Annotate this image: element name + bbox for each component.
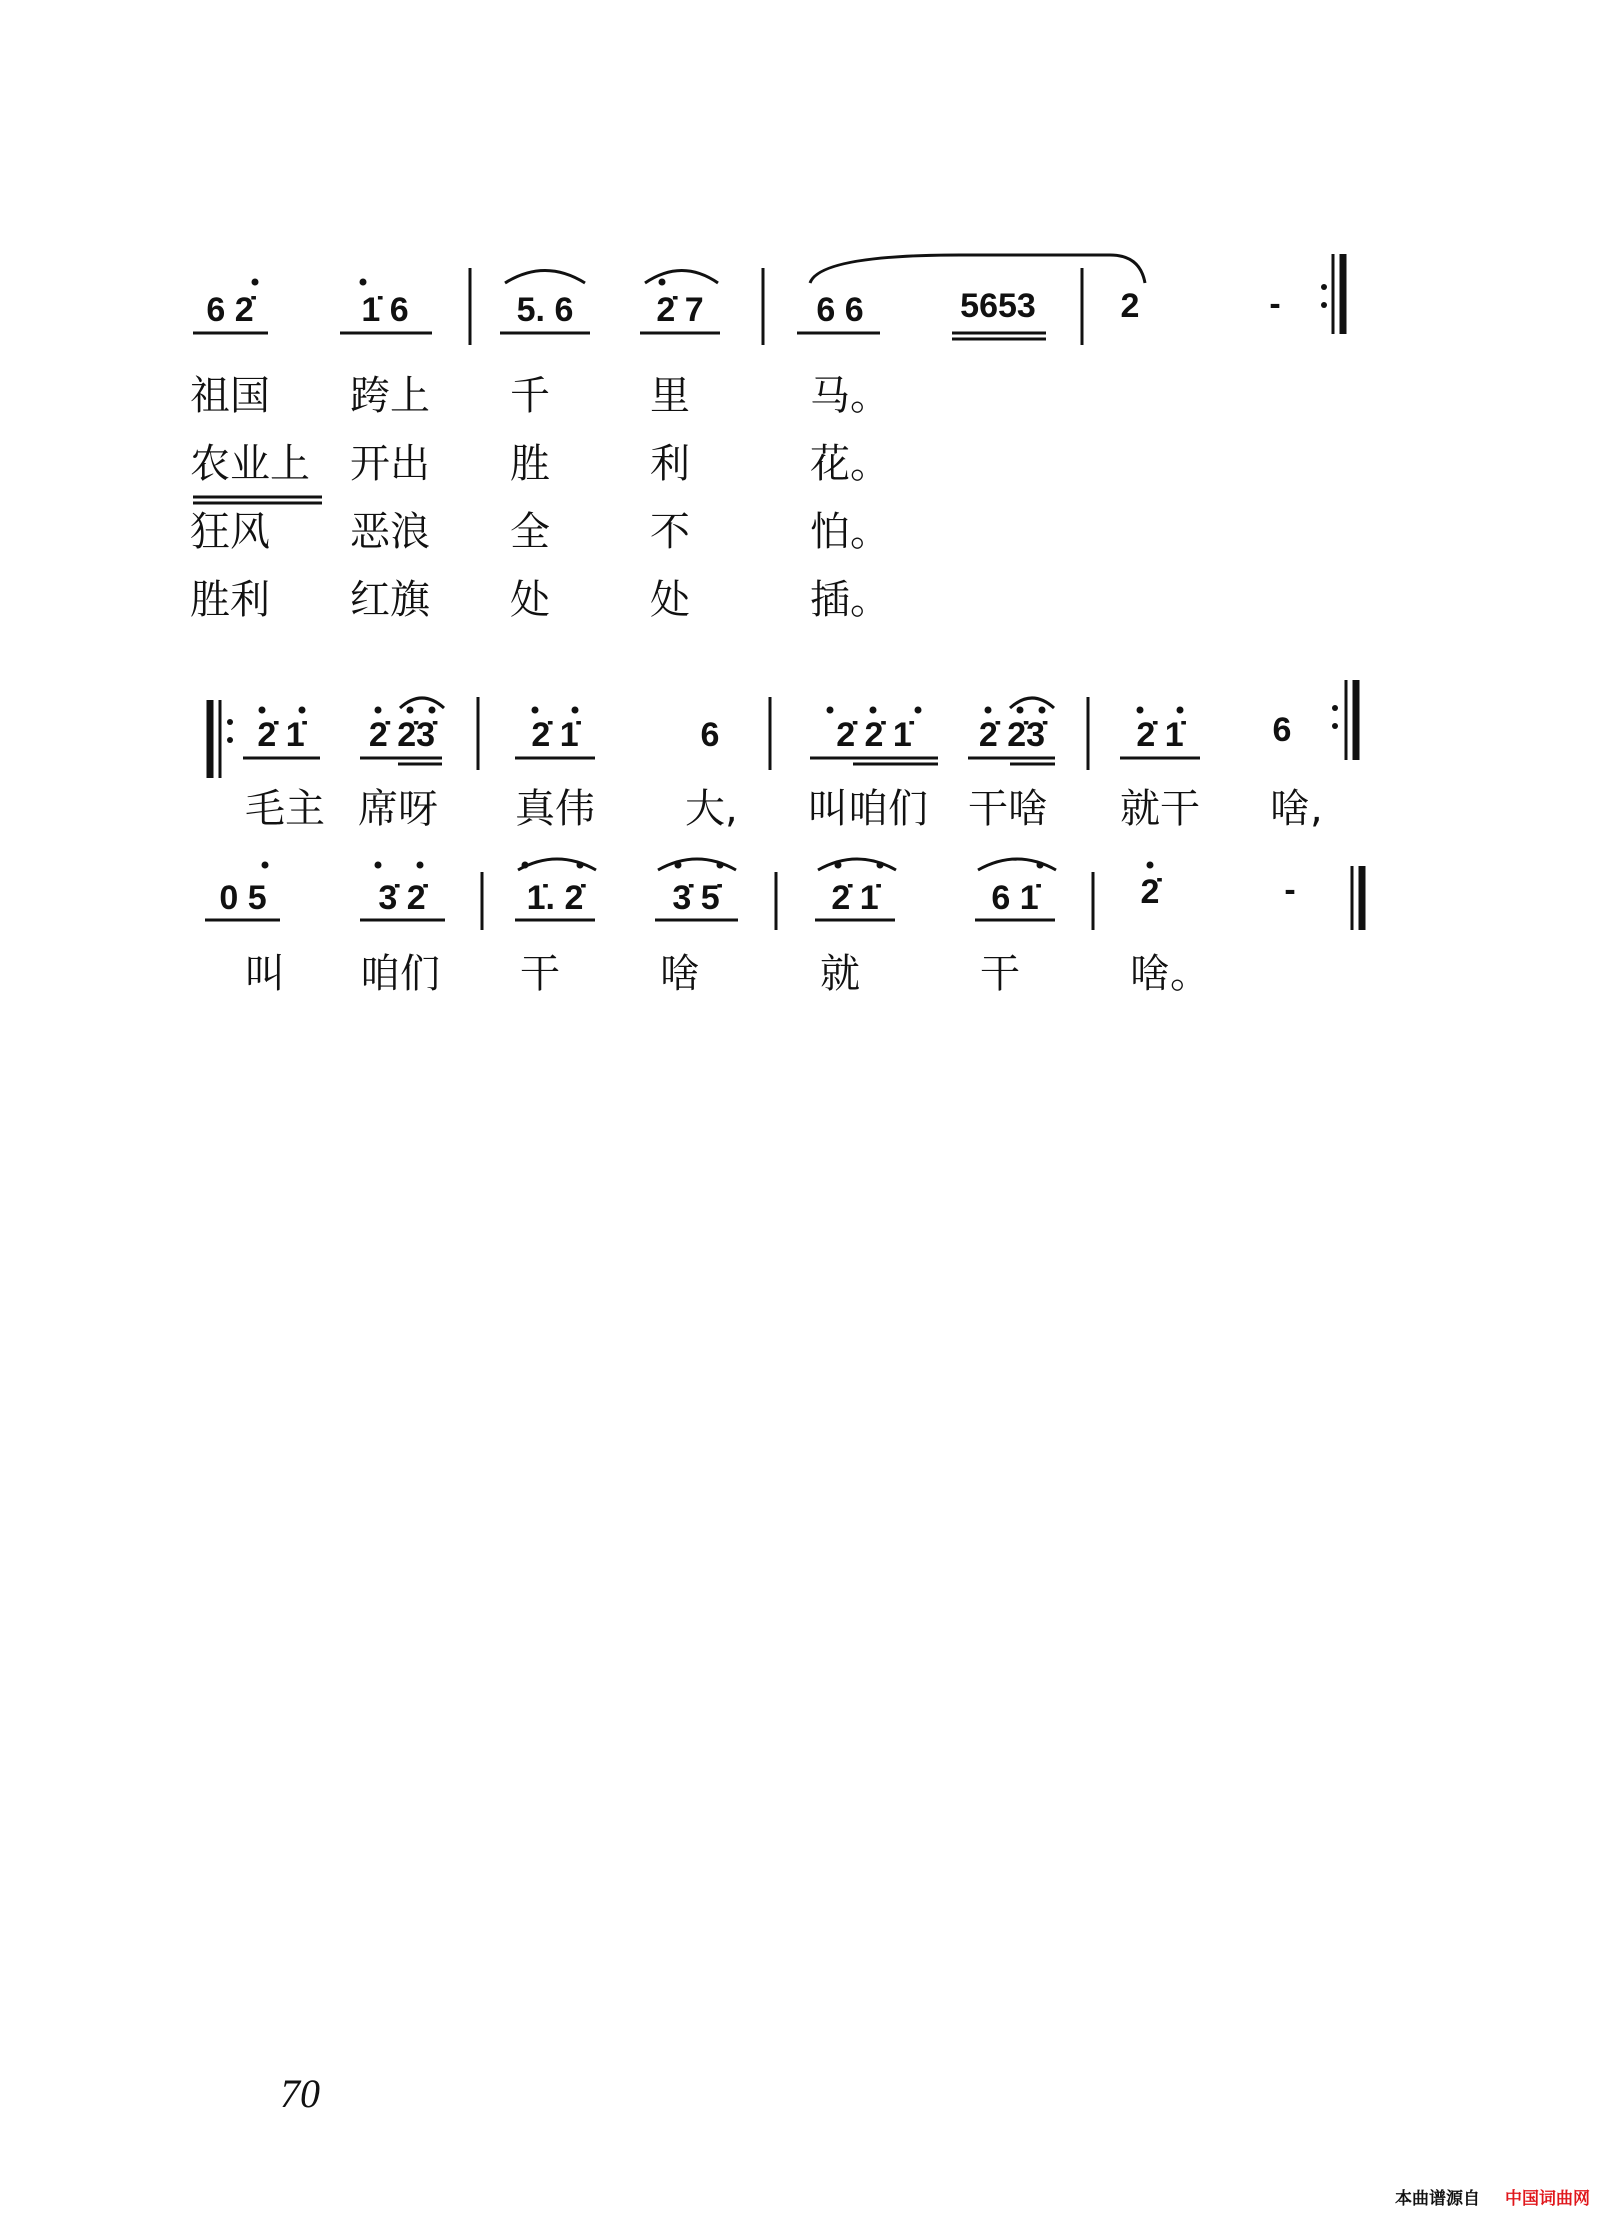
lyric: 就干 xyxy=(1120,786,1200,832)
octave-dot xyxy=(877,862,884,869)
lyric: 真伟 xyxy=(515,786,595,832)
octave-dot xyxy=(915,707,922,714)
note-group: 3̇ 2̇ xyxy=(378,879,426,917)
octave-dot xyxy=(577,862,584,869)
lyric: 不 xyxy=(650,509,690,555)
repeat-dot xyxy=(1332,705,1338,711)
lyric: 处 xyxy=(510,577,550,623)
octave-dot xyxy=(299,707,306,714)
note-dash: - xyxy=(1269,285,1281,323)
octave-dot xyxy=(360,279,367,286)
slur xyxy=(658,859,736,870)
lyric: 啥 xyxy=(660,951,700,997)
note-group: 2̇ 7 xyxy=(656,291,704,329)
octave-dot xyxy=(1137,707,1144,714)
octave-dot xyxy=(522,862,529,869)
lyric: 干 xyxy=(980,951,1020,997)
lyric: 叫咱们 xyxy=(808,786,928,832)
lyric: 红旗 xyxy=(350,577,430,623)
octave-dot xyxy=(252,279,259,286)
note-group: 5653 xyxy=(960,287,1036,325)
lyric: 狂风 xyxy=(190,509,270,555)
lyric: 祖国 xyxy=(190,373,270,419)
note-group: 6 6 xyxy=(816,291,864,329)
note-group: 2̇ 2̇3̇ xyxy=(978,716,1046,754)
lyric: 咱们 xyxy=(360,951,440,997)
repeat-dot xyxy=(1321,302,1327,308)
octave-dot xyxy=(262,862,269,869)
note-group: 6 1̇ xyxy=(991,879,1039,917)
lyric: 席呀 xyxy=(358,786,438,832)
octave-dot xyxy=(985,707,992,714)
repeat-dot xyxy=(1332,723,1338,729)
lyric: 插。 xyxy=(810,577,890,623)
page-number: 70 xyxy=(280,2071,320,2116)
slur xyxy=(645,271,718,284)
note-group: 2 xyxy=(1120,287,1140,325)
note-group: 6 2̇ xyxy=(206,291,254,329)
note-group: 2̇ 1̇ xyxy=(531,716,579,754)
lyric: 胜 xyxy=(510,441,550,487)
octave-dot xyxy=(870,707,877,714)
octave-dot xyxy=(717,862,724,869)
lyric: 千 xyxy=(510,373,550,419)
lyric: 叫 xyxy=(245,951,285,997)
slur xyxy=(505,271,585,284)
octave-dot xyxy=(1017,707,1024,714)
lyric: 跨上 xyxy=(350,373,430,419)
lyric: 处 xyxy=(650,577,690,623)
octave-dot xyxy=(1147,862,1154,869)
octave-dot xyxy=(659,279,666,286)
note-group: 2̇ 2̇3̇ xyxy=(368,716,436,754)
note-group: 6 xyxy=(700,716,720,754)
note-dash: - xyxy=(1284,871,1296,909)
slur xyxy=(810,255,1145,283)
lyric: 花。 xyxy=(810,441,890,487)
note-group: 2̇ 2̇ 1̇ xyxy=(836,716,912,754)
note-group: 0 5 xyxy=(219,879,267,917)
lyric: 毛主 xyxy=(245,786,325,832)
lyric: 农业上 xyxy=(190,441,310,487)
lyric: 全 xyxy=(510,509,550,555)
lyric: 干 xyxy=(520,951,560,997)
note-group: 2̇ 1̇ xyxy=(1136,716,1184,754)
lyric: 恶浪 xyxy=(350,509,430,555)
note-group: 1̇ 6 xyxy=(361,291,409,329)
octave-dot xyxy=(375,862,382,869)
slur xyxy=(1010,698,1054,708)
slur xyxy=(400,698,444,708)
repeat-dot xyxy=(227,737,233,743)
note-group: 2̇ 1̇ xyxy=(831,879,879,917)
note-group: 2̇ 1̇ xyxy=(257,716,305,754)
repeat-dot xyxy=(227,719,233,725)
note-group: 3̇ 5̇ xyxy=(672,879,720,917)
lyric: 就 xyxy=(820,951,860,997)
lyric: 胜利 xyxy=(190,577,270,623)
octave-dot xyxy=(417,862,424,869)
lyric: 啥。 xyxy=(1130,951,1210,997)
slur xyxy=(818,859,896,870)
lyric: 怕。 xyxy=(810,509,890,555)
note-group: 6 xyxy=(1272,711,1292,749)
octave-dot xyxy=(827,707,834,714)
footer-source-label: 本曲谱源自 xyxy=(1395,2189,1480,2209)
slur xyxy=(518,859,596,870)
footer-site-name: 中国词曲网 xyxy=(1505,2189,1590,2209)
octave-dot xyxy=(835,862,842,869)
lyric: 干啥 xyxy=(968,786,1048,832)
lyric: 大, xyxy=(685,786,738,832)
note-group: 1̇. 2̇ xyxy=(526,879,584,917)
lyric: 马。 xyxy=(810,373,890,419)
octave-dot xyxy=(375,707,382,714)
octave-dot xyxy=(1037,862,1044,869)
note-group: 5. 6 xyxy=(516,291,574,329)
octave-dot xyxy=(675,862,682,869)
lyric: 啥, xyxy=(1270,786,1323,832)
repeat-dot xyxy=(1321,284,1327,290)
octave-dot xyxy=(429,707,436,714)
octave-dot xyxy=(532,707,539,714)
note-group: 2̇ xyxy=(1140,873,1160,911)
lyric: 利 xyxy=(650,441,690,487)
octave-dot xyxy=(1177,707,1184,714)
octave-dot xyxy=(1039,707,1046,714)
octave-dot xyxy=(259,707,266,714)
octave-dot xyxy=(407,707,414,714)
octave-dot xyxy=(572,707,579,714)
lyric: 里 xyxy=(650,373,690,419)
slur xyxy=(978,859,1056,870)
lyric: 开出 xyxy=(350,441,430,487)
